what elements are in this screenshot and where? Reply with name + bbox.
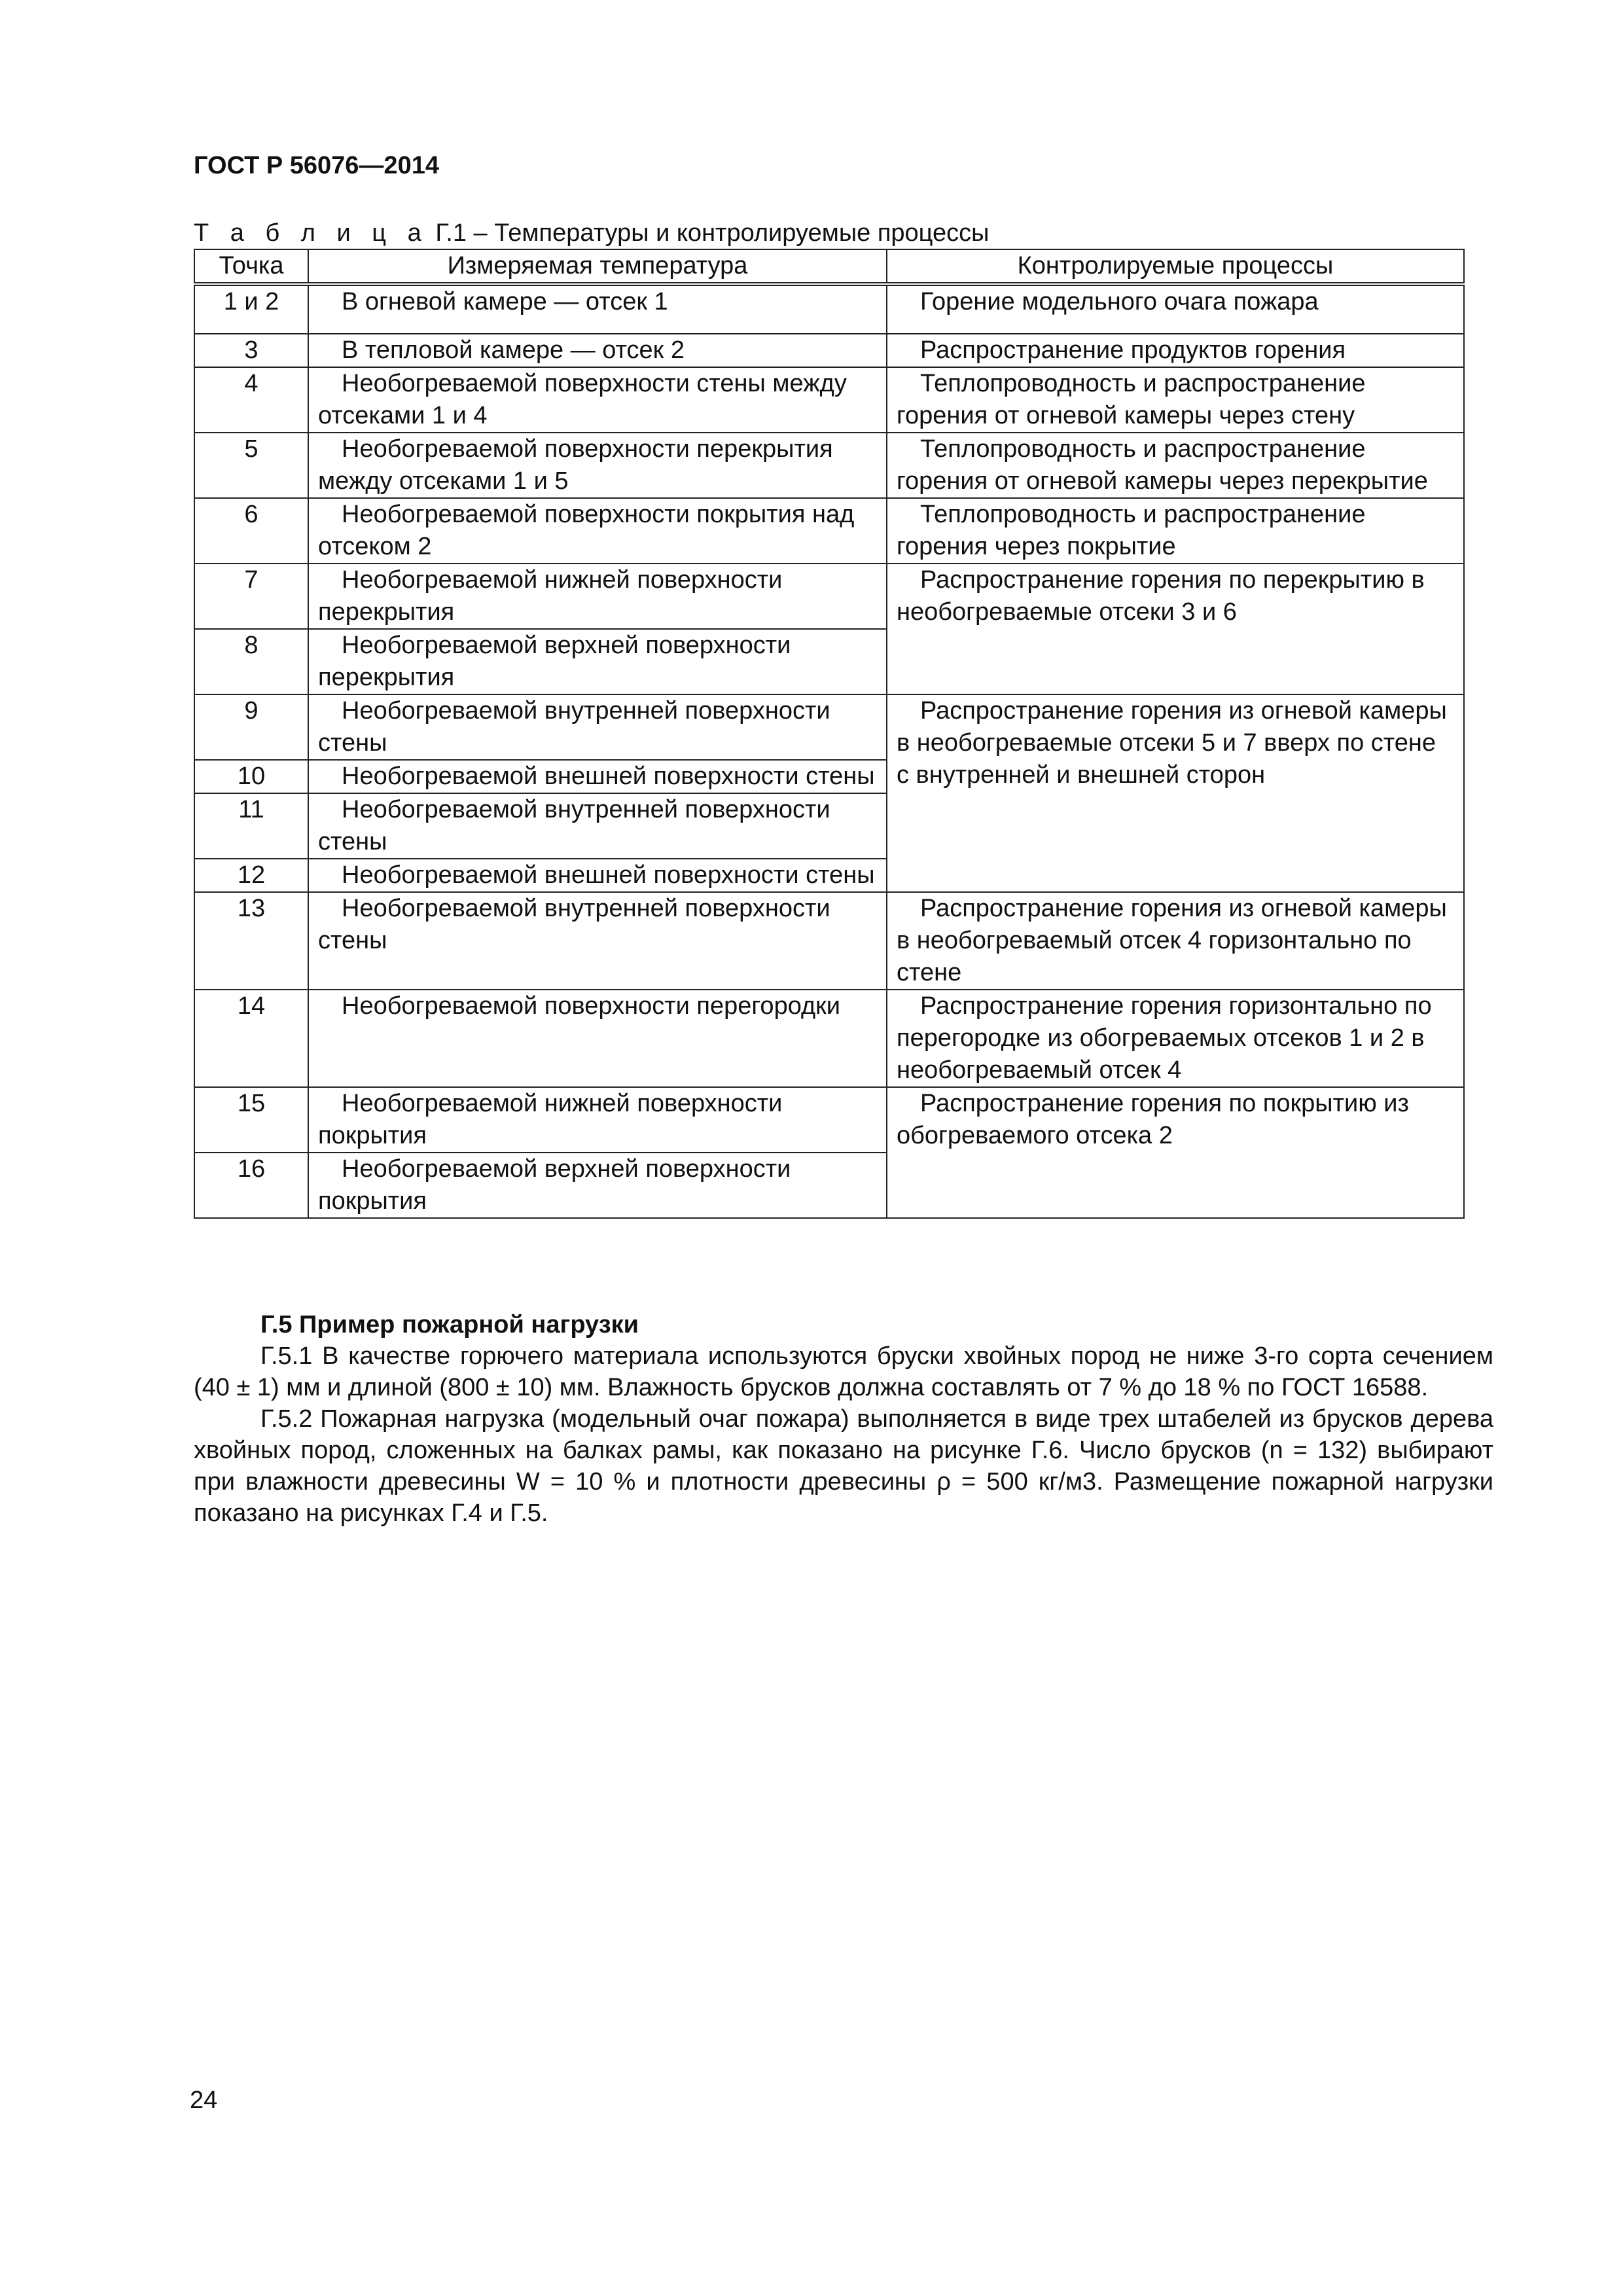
- process-cell: Распространение продуктов горения: [887, 334, 1464, 367]
- temperature-cell: Необогреваемой внутренней поверхности стены: [308, 793, 887, 859]
- table-header-row: [194, 249, 1464, 284]
- point-cell: 5: [194, 433, 308, 498]
- point-cell: 12: [194, 859, 308, 892]
- table-row: [194, 367, 1464, 433]
- temperature-cell: Необогреваемой внешней поверхности стены: [308, 859, 887, 892]
- process-cell: Распространение горения по перекрытию в необогреваемые отсеки 3 и 6: [887, 564, 1464, 694]
- section-heading: Г.5 Пример пожарной нагрузки: [260, 1311, 639, 1338]
- page-number: 24: [190, 2087, 218, 2114]
- point-cell: 16: [194, 1153, 308, 1218]
- process-cell: Теплопроводность и распространение горения от огневой камеры через стену: [887, 367, 1464, 433]
- temperature-cell: Необогреваемой поверхности перегородки: [308, 990, 887, 1087]
- process-cell: Теплопроводность и распространение горения через покрытие: [887, 498, 1464, 564]
- temperature-cell: Необогреваемой внешней поверхности стены: [308, 760, 887, 793]
- point-cell: 15: [194, 1087, 308, 1153]
- table-row: [194, 564, 1464, 629]
- point-cell: 6: [194, 498, 308, 564]
- temperature-cell: Необогреваемой верхней поверхности перекрытия: [308, 629, 887, 694]
- point-cell: 11: [194, 793, 308, 859]
- temperature-cell: Необогреваемой нижней поверхности покрытия: [308, 1087, 887, 1153]
- temperature-cell: В тепловой камере — отсек 2: [308, 334, 887, 367]
- point-cell: 14: [194, 990, 308, 1087]
- temperature-cell: В огневой камере — отсек 1: [308, 284, 887, 334]
- point-cell: 9: [194, 694, 308, 760]
- table-row: [194, 990, 1464, 1087]
- paragraph-g51: Г.5.1 В качестве горючего материала используются бруски хвойных пород не ниже 3-го сорта сечением (40 ± 1) мм и длиной (800 ± 10) мм. Влажность брусков должна составлять от 7 % до 18 % по ГОСТ 16588.: [194, 1342, 1493, 1401]
- temperature-cell: Необогреваемой поверхности стены между отсеками 1 и 4: [308, 367, 887, 433]
- point-cell: 7: [194, 564, 308, 629]
- process-cell: Теплопроводность и распространение горения от огневой камеры через перекрытие: [887, 433, 1464, 498]
- paragraph-g52: Г.5.2 Пожарная нагрузка (модельный очаг пожара) выполняется в виде трех штабелей из брусков дерева хвойных пород, сложенных на балках рамы, как показано на рисунке Г.6. Число брусков (n = 132) выбирают при влажности древесины W = 10 % и плотности древесины ρ = 500 кг/м3. Размещение пожарной нагрузки показано на рисунках Г.4 и Г.5.: [194, 1405, 1493, 1527]
- process-cell: Распространение горения из огневой камеры в необогреваемый отсек 4 горизонтально по стене: [887, 892, 1464, 990]
- column-header-point: Точка: [194, 249, 308, 284]
- table-row: [194, 284, 1464, 334]
- point-cell: 3: [194, 334, 308, 367]
- document-header: ГОСТ Р 56076—2014: [194, 152, 439, 179]
- column-header-process: Контролируемые процессы: [887, 249, 1464, 284]
- table-row: [194, 498, 1464, 564]
- temperature-cell: Необогреваемой внутренней поверхности стены: [308, 694, 887, 760]
- table-row: [194, 892, 1464, 990]
- table-caption-label: Т а б л и ц а: [194, 219, 429, 247]
- point-cell: 10: [194, 760, 308, 793]
- section-g5: [194, 1309, 1493, 1529]
- temperature-cell: Необогреваемой поверхности перекрытия между отсеками 1 и 5: [308, 433, 887, 498]
- table-row: [194, 433, 1464, 498]
- table-caption: [194, 219, 989, 247]
- process-cell: Распространение горения из огневой камеры в необогреваемые отсеки 5 и 7 вверх по стене с внутренней и внешней сторон: [887, 694, 1464, 892]
- temperature-cell: Необогреваемой нижней поверхности перекрытия: [308, 564, 887, 629]
- table-row: [194, 334, 1464, 367]
- temperature-cell: Необогреваемой верхней поверхности покрытия: [308, 1153, 887, 1218]
- table-row: [194, 1087, 1464, 1153]
- point-cell: 13: [194, 892, 308, 990]
- point-cell: 1 и 2: [194, 284, 308, 334]
- process-cell: Горение модельного очага пожара: [887, 284, 1464, 334]
- table-row: [194, 694, 1464, 760]
- temperature-table: [194, 249, 1465, 1219]
- temperature-cell: Необогреваемой внутренней поверхности стены: [308, 892, 887, 990]
- point-cell: 8: [194, 629, 308, 694]
- table-caption-title: Г.1 – Температуры и контролируемые процессы: [435, 219, 990, 247]
- point-cell: 4: [194, 367, 308, 433]
- temperature-cell: Необогреваемой поверхности покрытия над отсеком 2: [308, 498, 887, 564]
- process-cell: Распространение горения горизонтально по перегородке из обогреваемых отсеков 1 и 2 в необогреваемый отсек 4: [887, 990, 1464, 1087]
- column-header-temperature: Измеряемая температура: [308, 249, 887, 284]
- process-cell: Распространение горения по покрытию из обогреваемого отсека 2: [887, 1087, 1464, 1218]
